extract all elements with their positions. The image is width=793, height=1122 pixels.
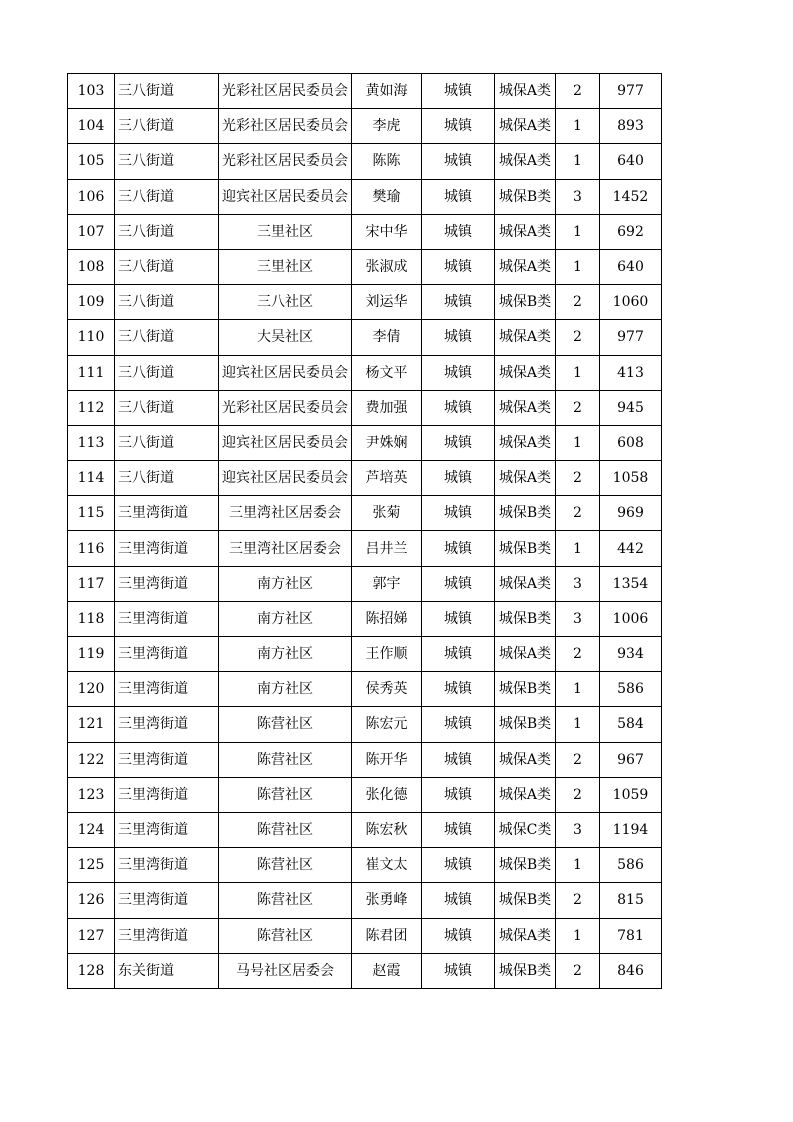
community-cell: 三里社区 xyxy=(219,249,352,284)
row-index: 119 xyxy=(68,637,115,672)
row-index: 104 xyxy=(68,109,115,144)
row-index: 112 xyxy=(68,390,115,425)
insurance-category-cell: 城保A类 xyxy=(495,74,556,109)
amount-cell: 442 xyxy=(600,531,662,566)
name-cell: 张勇峰 xyxy=(352,883,422,918)
area-type-cell: 城镇 xyxy=(422,249,495,284)
insurance-category-cell: 城保B类 xyxy=(495,707,556,742)
street-cell: 东关街道 xyxy=(115,953,219,988)
community-cell: 南方社区 xyxy=(219,566,352,601)
street-cell: 三八街道 xyxy=(115,144,219,179)
name-cell: 陈宏元 xyxy=(352,707,422,742)
area-type-cell: 城镇 xyxy=(422,390,495,425)
table-row xyxy=(68,531,662,566)
amount-cell: 893 xyxy=(600,109,662,144)
area-type-cell: 城镇 xyxy=(422,953,495,988)
amount-cell: 977 xyxy=(600,74,662,109)
insurance-category-cell: 城保A类 xyxy=(495,109,556,144)
row-index: 103 xyxy=(68,74,115,109)
amount-cell: 692 xyxy=(600,214,662,249)
household-count-cell: 2 xyxy=(556,390,600,425)
row-index: 123 xyxy=(68,777,115,812)
street-cell: 三八街道 xyxy=(115,320,219,355)
household-count-cell: 1 xyxy=(556,355,600,390)
area-type-cell: 城镇 xyxy=(422,496,495,531)
area-type-cell: 城镇 xyxy=(422,707,495,742)
area-type-cell: 城镇 xyxy=(422,566,495,601)
amount-cell: 934 xyxy=(600,637,662,672)
street-cell: 三里湾街道 xyxy=(115,707,219,742)
street-cell: 三里湾街道 xyxy=(115,637,219,672)
insurance-category-cell: 城保A类 xyxy=(495,390,556,425)
table-row xyxy=(68,672,662,707)
street-cell: 三里湾街道 xyxy=(115,883,219,918)
amount-cell: 781 xyxy=(600,918,662,953)
community-cell: 南方社区 xyxy=(219,672,352,707)
street-cell: 三八街道 xyxy=(115,285,219,320)
insurance-category-cell: 城保A类 xyxy=(495,777,556,812)
area-type-cell: 城镇 xyxy=(422,285,495,320)
table-row xyxy=(68,707,662,742)
amount-cell: 969 xyxy=(600,496,662,531)
insurance-category-cell: 城保B类 xyxy=(495,883,556,918)
table-row xyxy=(68,848,662,883)
row-index: 126 xyxy=(68,883,115,918)
insurance-category-cell: 城保A类 xyxy=(495,637,556,672)
community-cell: 光彩社区居民委员会 xyxy=(219,144,352,179)
area-type-cell: 城镇 xyxy=(422,74,495,109)
insurance-category-cell: 城保A类 xyxy=(495,918,556,953)
community-cell: 陈营社区 xyxy=(219,883,352,918)
household-count-cell: 2 xyxy=(556,285,600,320)
amount-cell: 1006 xyxy=(600,601,662,636)
household-count-cell: 2 xyxy=(556,777,600,812)
amount-cell: 1354 xyxy=(600,566,662,601)
area-type-cell: 城镇 xyxy=(422,601,495,636)
household-count-cell: 2 xyxy=(556,496,600,531)
community-cell: 三里社区 xyxy=(219,214,352,249)
row-index: 106 xyxy=(68,179,115,214)
table-row xyxy=(68,953,662,988)
street-cell: 三里湾街道 xyxy=(115,918,219,953)
row-index: 115 xyxy=(68,496,115,531)
insurance-category-cell: 城保B类 xyxy=(495,953,556,988)
name-cell: 陈招娣 xyxy=(352,601,422,636)
area-type-cell: 城镇 xyxy=(422,637,495,672)
table-row xyxy=(68,637,662,672)
street-cell: 三八街道 xyxy=(115,109,219,144)
community-cell: 迎宾社区居民委员会 xyxy=(219,179,352,214)
area-type-cell: 城镇 xyxy=(422,109,495,144)
row-index: 110 xyxy=(68,320,115,355)
household-count-cell: 2 xyxy=(556,74,600,109)
name-cell: 尹姝娴 xyxy=(352,425,422,460)
amount-cell: 1059 xyxy=(600,777,662,812)
amount-cell: 640 xyxy=(600,144,662,179)
insurance-category-cell: 城保B类 xyxy=(495,496,556,531)
name-cell: 陈陈 xyxy=(352,144,422,179)
area-type-cell: 城镇 xyxy=(422,461,495,496)
household-count-cell: 1 xyxy=(556,672,600,707)
table-row xyxy=(68,461,662,496)
row-index: 121 xyxy=(68,707,115,742)
street-cell: 三里湾街道 xyxy=(115,777,219,812)
street-cell: 三八街道 xyxy=(115,390,219,425)
amount-cell: 945 xyxy=(600,390,662,425)
street-cell: 三八街道 xyxy=(115,74,219,109)
name-cell: 王作顺 xyxy=(352,637,422,672)
community-cell: 陈营社区 xyxy=(219,742,352,777)
household-count-cell: 1 xyxy=(556,918,600,953)
row-index: 127 xyxy=(68,918,115,953)
community-cell: 迎宾社区居民委员会 xyxy=(219,355,352,390)
community-cell: 陈营社区 xyxy=(219,848,352,883)
household-count-cell: 3 xyxy=(556,566,600,601)
name-cell: 陈开华 xyxy=(352,742,422,777)
household-count-cell: 2 xyxy=(556,883,600,918)
name-cell: 樊瑜 xyxy=(352,179,422,214)
name-cell: 陈君团 xyxy=(352,918,422,953)
amount-cell: 967 xyxy=(600,742,662,777)
insurance-category-cell: 城保A类 xyxy=(495,742,556,777)
insurance-category-cell: 城保A类 xyxy=(495,144,556,179)
street-cell: 三八街道 xyxy=(115,179,219,214)
insurance-category-cell: 城保B类 xyxy=(495,601,556,636)
table-row xyxy=(68,601,662,636)
table-row xyxy=(68,777,662,812)
household-count-cell: 1 xyxy=(556,531,600,566)
row-index: 105 xyxy=(68,144,115,179)
amount-cell: 977 xyxy=(600,320,662,355)
street-cell: 三八街道 xyxy=(115,355,219,390)
name-cell: 费加强 xyxy=(352,390,422,425)
insurance-category-cell: 城保A类 xyxy=(495,425,556,460)
area-type-cell: 城镇 xyxy=(422,848,495,883)
area-type-cell: 城镇 xyxy=(422,320,495,355)
name-cell: 杨文平 xyxy=(352,355,422,390)
name-cell: 张淑成 xyxy=(352,249,422,284)
table-row xyxy=(68,214,662,249)
area-type-cell: 城镇 xyxy=(422,531,495,566)
community-cell: 陈营社区 xyxy=(219,777,352,812)
insurance-category-cell: 城保B类 xyxy=(495,179,556,214)
household-count-cell: 1 xyxy=(556,249,600,284)
household-count-cell: 2 xyxy=(556,742,600,777)
insurance-category-cell: 城保A类 xyxy=(495,461,556,496)
amount-cell: 1194 xyxy=(600,812,662,847)
street-cell: 三里湾街道 xyxy=(115,566,219,601)
table-row xyxy=(68,496,662,531)
row-index: 107 xyxy=(68,214,115,249)
name-cell: 赵霞 xyxy=(352,953,422,988)
household-count-cell: 2 xyxy=(556,637,600,672)
household-count-cell: 3 xyxy=(556,601,600,636)
insurance-category-cell: 城保B类 xyxy=(495,531,556,566)
community-cell: 三里湾社区居委会 xyxy=(219,531,352,566)
row-index: 128 xyxy=(68,953,115,988)
row-index: 108 xyxy=(68,249,115,284)
table-row xyxy=(68,109,662,144)
table-row xyxy=(68,390,662,425)
street-cell: 三里湾街道 xyxy=(115,742,219,777)
name-cell: 侯秀英 xyxy=(352,672,422,707)
community-cell: 南方社区 xyxy=(219,601,352,636)
row-index: 124 xyxy=(68,812,115,847)
area-type-cell: 城镇 xyxy=(422,918,495,953)
name-cell: 崔文太 xyxy=(352,848,422,883)
community-cell: 陈营社区 xyxy=(219,707,352,742)
area-type-cell: 城镇 xyxy=(422,214,495,249)
table-row xyxy=(68,918,662,953)
amount-cell: 586 xyxy=(600,672,662,707)
area-type-cell: 城镇 xyxy=(422,777,495,812)
insurance-category-cell: 城保A类 xyxy=(495,320,556,355)
row-index: 125 xyxy=(68,848,115,883)
street-cell: 三八街道 xyxy=(115,425,219,460)
household-count-cell: 1 xyxy=(556,109,600,144)
name-cell: 吕井兰 xyxy=(352,531,422,566)
area-type-cell: 城镇 xyxy=(422,883,495,918)
table-row xyxy=(68,285,662,320)
area-type-cell: 城镇 xyxy=(422,742,495,777)
street-cell: 三里湾街道 xyxy=(115,601,219,636)
table-row xyxy=(68,812,662,847)
table-row xyxy=(68,249,662,284)
table-row xyxy=(68,320,662,355)
street-cell: 三八街道 xyxy=(115,249,219,284)
household-count-cell: 1 xyxy=(556,707,600,742)
household-count-cell: 3 xyxy=(556,812,600,847)
household-count-cell: 3 xyxy=(556,179,600,214)
record-table xyxy=(67,73,662,989)
name-cell: 芦培英 xyxy=(352,461,422,496)
amount-cell: 584 xyxy=(600,707,662,742)
insurance-category-cell: 城保A类 xyxy=(495,566,556,601)
community-cell: 三里湾社区居委会 xyxy=(219,496,352,531)
name-cell: 张菊 xyxy=(352,496,422,531)
row-index: 122 xyxy=(68,742,115,777)
amount-cell: 846 xyxy=(600,953,662,988)
community-cell: 大吴社区 xyxy=(219,320,352,355)
table-row xyxy=(68,179,662,214)
row-index: 118 xyxy=(68,601,115,636)
street-cell: 三里湾街道 xyxy=(115,812,219,847)
name-cell: 刘运华 xyxy=(352,285,422,320)
name-cell: 李虎 xyxy=(352,109,422,144)
household-count-cell: 1 xyxy=(556,144,600,179)
insurance-category-cell: 城保A类 xyxy=(495,214,556,249)
insurance-category-cell: 城保B类 xyxy=(495,848,556,883)
area-type-cell: 城镇 xyxy=(422,812,495,847)
name-cell: 黄如海 xyxy=(352,74,422,109)
community-cell: 光彩社区居民委员会 xyxy=(219,74,352,109)
household-count-cell: 2 xyxy=(556,461,600,496)
community-cell: 陈营社区 xyxy=(219,918,352,953)
insurance-category-cell: 城保C类 xyxy=(495,812,556,847)
amount-cell: 1058 xyxy=(600,461,662,496)
community-cell: 迎宾社区居民委员会 xyxy=(219,461,352,496)
household-count-cell: 2 xyxy=(556,320,600,355)
table-row xyxy=(68,425,662,460)
table-row xyxy=(68,355,662,390)
amount-cell: 640 xyxy=(600,249,662,284)
community-cell: 迎宾社区居民委员会 xyxy=(219,425,352,460)
name-cell: 李倩 xyxy=(352,320,422,355)
name-cell: 郭宇 xyxy=(352,566,422,601)
insurance-category-cell: 城保A类 xyxy=(495,249,556,284)
table-row xyxy=(68,742,662,777)
row-index: 109 xyxy=(68,285,115,320)
insurance-category-cell: 城保A类 xyxy=(495,355,556,390)
street-cell: 三里湾街道 xyxy=(115,496,219,531)
household-count-cell: 1 xyxy=(556,214,600,249)
amount-cell: 413 xyxy=(600,355,662,390)
community-cell: 陈营社区 xyxy=(219,812,352,847)
area-type-cell: 城镇 xyxy=(422,144,495,179)
name-cell: 张化德 xyxy=(352,777,422,812)
street-cell: 三八街道 xyxy=(115,214,219,249)
amount-cell: 586 xyxy=(600,848,662,883)
area-type-cell: 城镇 xyxy=(422,672,495,707)
community-cell: 马号社区居委会 xyxy=(219,953,352,988)
area-type-cell: 城镇 xyxy=(422,179,495,214)
amount-cell: 1060 xyxy=(600,285,662,320)
row-index: 116 xyxy=(68,531,115,566)
table-row xyxy=(68,566,662,601)
table-row xyxy=(68,144,662,179)
area-type-cell: 城镇 xyxy=(422,425,495,460)
row-index: 117 xyxy=(68,566,115,601)
household-count-cell: 1 xyxy=(556,848,600,883)
insurance-category-cell: 城保B类 xyxy=(495,672,556,707)
household-count-cell: 1 xyxy=(556,425,600,460)
amount-cell: 815 xyxy=(600,883,662,918)
household-count-cell: 2 xyxy=(556,953,600,988)
street-cell: 三八街道 xyxy=(115,461,219,496)
row-index: 111 xyxy=(68,355,115,390)
name-cell: 宋中华 xyxy=(352,214,422,249)
table-row xyxy=(68,883,662,918)
community-cell: 三八社区 xyxy=(219,285,352,320)
community-cell: 南方社区 xyxy=(219,637,352,672)
row-index: 120 xyxy=(68,672,115,707)
street-cell: 三里湾街道 xyxy=(115,531,219,566)
table-row xyxy=(68,74,662,109)
row-index: 114 xyxy=(68,461,115,496)
area-type-cell: 城镇 xyxy=(422,355,495,390)
name-cell: 陈宏秋 xyxy=(352,812,422,847)
street-cell: 三里湾街道 xyxy=(115,672,219,707)
amount-cell: 608 xyxy=(600,425,662,460)
community-cell: 光彩社区居民委员会 xyxy=(219,390,352,425)
street-cell: 三里湾街道 xyxy=(115,848,219,883)
community-cell: 光彩社区居民委员会 xyxy=(219,109,352,144)
amount-cell: 1452 xyxy=(600,179,662,214)
row-index: 113 xyxy=(68,425,115,460)
insurance-category-cell: 城保B类 xyxy=(495,285,556,320)
